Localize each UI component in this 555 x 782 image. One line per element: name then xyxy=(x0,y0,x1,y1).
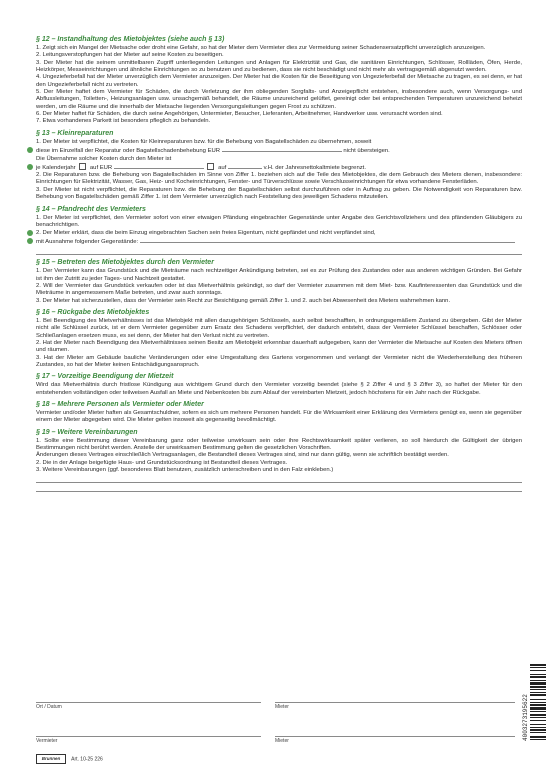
ort-datum-line[interactable] xyxy=(36,702,261,703)
section-18 xyxy=(36,400,522,425)
barcode-bar xyxy=(530,694,546,696)
barcode-bar xyxy=(530,667,546,668)
option-bullet-icon xyxy=(27,230,33,236)
section-15-p1: 1. Der Vermieter kann das Grundstück und die Mieträume nach rechtzeitiger Ankündigung betreten, sei es zur Prüfung des Zustandes oder aus anderen wichtigen Gründen. Bei Gefahr ist ihm der Zutritt zu jeder Tages- und Nachtzeit gestattet. xyxy=(36,268,522,282)
barcode-bar xyxy=(530,692,546,693)
amount-per-repair-field[interactable] xyxy=(222,146,342,152)
brand-logo: Brunnen xyxy=(36,754,66,764)
section-13-p2: 2. Die Reparaturen bzw. die Behebung von Bagatellschäden im Sinne von Ziffer 1. beziehen sich auf die Teile des Mietobjektes, die dem Gebrauch des Mieters dienen, insbesondere: Einrichtungen für Elektrizität, Wasser, Gas, Heiz- und Kocheinrichtungen, Fenster- und Türverschlüsse sowie Verschlusseinrichtungen für etwa vorhandene Fensterläden. xyxy=(36,172,522,186)
section-16-heading: § 16 – Rückgabe des Mietobjektes xyxy=(36,308,150,316)
section-15-p3: 3. Der Mieter hat sicherzustellen, dass der Vermieter sein Recht zur Besichtigung gemäß Ziffer 1. und 2. auch bei Abwesenheit des Mieters wahrnehmen kann. xyxy=(36,297,451,304)
barcode-bar xyxy=(530,727,546,728)
section-13-limit-row xyxy=(36,146,522,155)
section-15-p2: 2. Will der Vermieter das Grundstück verkaufen oder ist das Mietverhältnis gekündigt, so darf der Vermieter zusammen mit dem Miet- bzw. Kaufinteressenten das Grundstück und die Mieträume in angemessenem Maße betreten, und zwar auch sonntags. xyxy=(36,282,522,297)
section-15 xyxy=(36,258,522,305)
section-12-p1: 1. Zeigt sich ein Mangel der Mietsache oder droht eine Gefahr, so hat der Mieter dem Vermieter dies zur Vermeidung seiner Schadensersatzpflicht unverzüglich anzuzeigen. xyxy=(36,45,486,51)
agreements-line-1[interactable] xyxy=(36,474,522,483)
section-12-p5: 5. Der Mieter haftet dem Vermieter für Schäden, die durch Verletzung der ihm obliegenden Sorgfalts- und Anzeigepflicht entstehen, insbesondere auch, wenn Versorgungs- und Abflussleitungen, Toiletten-, Heizungsanlagen usw. unsachgemäß behandelt, die Räume unzureichend gelüftet, gereinigt oder bei entsprechenden Temperaturen unzureichend beheizt werden, um die Räume und die innerhalb der Mietsache liegenden Versorgungsleitungen gegen Frost zu schützen. xyxy=(36,89,522,110)
section-13-limit-text-start: diese im Einzelfall der Reparatur oder Bagatellschadenbehebung EUR xyxy=(36,148,221,155)
barcode-bar xyxy=(530,724,546,725)
section-13-cap-intro xyxy=(36,155,522,163)
section-19-heading: § 19 – Weitere Vereinbarungen xyxy=(36,428,138,436)
section-16 xyxy=(36,308,522,369)
section-19-p1: 1. Sollte eine Bestimmung dieser Vereinbarung ganz oder teilweise unwirksam sein oder ihre Rechtswirksamkeit später verlieren, so soll hierdurch die Gültigkeit der übrigen Bestimmungen nicht berührt werden. Anstelle der unwirksamen Bestimmung gelten die gesetzlichen Vorschriften. xyxy=(36,437,522,452)
option-bullet-icon xyxy=(27,238,33,244)
option-bullet-icon xyxy=(27,164,33,170)
article-number: Art. 10-25 226 xyxy=(71,756,103,763)
section-13-limit-text-end: nicht übersteigen. xyxy=(343,148,390,155)
barcode-bar xyxy=(530,739,546,740)
barcode-bar xyxy=(530,664,546,666)
mieter-label-1: Mieter xyxy=(275,704,289,710)
barcode-icon xyxy=(530,664,546,772)
section-19-p2: 2. Die in der Anlage beigefügte Haus- und Grundstücksordnung ist Bestandteil dieses Vertrages. xyxy=(36,459,288,466)
barcode-bar xyxy=(530,714,546,716)
section-17-heading: § 17 – Vorzeitige Beendigung der Mietzeit xyxy=(36,373,174,381)
cap-eur-amount-field[interactable] xyxy=(114,163,204,169)
section-18-heading: § 18 – Mehrere Personen als Vermieter oder Mieter xyxy=(36,401,204,408)
agreements-line-2[interactable] xyxy=(36,483,522,492)
section-12-p7: 7. Etwa vorhandenes Parkett ist besonders pfleglich zu behandeln. xyxy=(36,118,211,125)
section-19-p3: 3. Weitere Vereinbarungen (ggf. besonderes Blatt benutzen, zusätzlich unterschreiben und in den Falz einkleben.) xyxy=(36,467,334,474)
section-14 xyxy=(36,205,522,256)
barcode-bar xyxy=(530,707,546,710)
section-18-p1: Vermieter und/oder Mieter haften als Gesamtschuldner, sofern es sich um mehrere Personen handelt. Für die Wirksamkeit einer Erklärung des Vermieters genügt es, wenn sie gegenüber einem der Mieter abgegeben wird. Die Mieter gelten insoweit als gegenseitig bevollmächtigt. xyxy=(36,410,522,424)
section-14-p1: 1. Der Mieter ist verpflichtet, den Vermieter sofort von einer etwaigen Pfändung eingebrachter Gegenstände unter Angabe des Gerichtsvollziehers und des pfändenden Gläubigers zu benachrichtigen. xyxy=(36,214,522,228)
section-13-p1: 1. Der Mieter ist verpflichtet, die Kosten für Kleinreparaturen bzw. für die Behebung von Bagatellschäden zu übernehmen, soweit xyxy=(36,138,372,145)
section-13 xyxy=(36,129,522,202)
ort-datum-label: Ort / Datum xyxy=(36,704,62,710)
section-15-heading: § 15 – Betreten des Mietobjektes durch den Vermieter xyxy=(36,259,214,267)
barcode-bar xyxy=(530,686,546,688)
barcode-bar xyxy=(530,674,546,675)
barcode-bar xyxy=(530,704,546,706)
section-14-p2b: mit Ausnahme folgender Gegenstände: xyxy=(36,239,139,246)
barcode-bar xyxy=(530,676,546,678)
contract-body xyxy=(36,34,522,495)
vermieter-signature-line[interactable] xyxy=(36,736,261,737)
section-12-p2: 2. Leitungsverstopfungen hat der Mieter auf seine Kosten zu beseitigen. xyxy=(36,52,224,59)
mieter-label-2: Mieter xyxy=(275,738,289,744)
barcode-bar xyxy=(530,682,546,685)
section-17 xyxy=(36,372,522,397)
section-14-heading: § 14 – Pfandrecht des Vermieters xyxy=(36,205,146,213)
barcode-bar xyxy=(530,699,546,700)
mieter-signature-line-2[interactable] xyxy=(275,736,515,737)
section-13-cap-text-end: v.H. der Jahresnettokaltmiete begrenzt. xyxy=(263,165,366,172)
section-13-cap-text-start: je Kalenderjahr xyxy=(36,165,76,172)
section-13-cap-text: Die Übernahme solcher Kosten durch den Mieter ist xyxy=(36,156,172,163)
cap-eur-checkbox[interactable] xyxy=(79,163,86,170)
section-14-p2: 2. Der Mieter erklärt, dass die beim Einzug eingebrachten Sachen sein freies Eigentum, nicht gepfändet und nicht verpfändet sind, xyxy=(36,230,376,237)
section-13-cap-row xyxy=(36,163,522,172)
section-16-p1: 1. Bei Beendigung des Mietverhältnisses ist das Mietobjekt mit allen dazugehörigen Schlüsseln, auch selbst beschafften, in ordnungsgemäßem Zustand zu übergeben. Gibt der Mieter nicht alle Schlüssel zurück, ist er dem Vermieter gegenüber zum Ersatz des Schadens verpflichtet, der dadurch entsteht, dass der Vermieter Schlüssel beschaffen, Schlösser oder Schließanlagen ersetzen muss, es sei denn, der Mieter hat den Verlust nicht zu vertreten. xyxy=(36,317,522,339)
section-12-p6: 6. Der Mieter haftet für Schäden, die durch seine Angehörigen, Untermieter, Besucher, Lieferanten, Arbeitnehmer, Handwerker usw. verursacht worden sind. xyxy=(36,111,443,118)
footer xyxy=(36,754,103,764)
barcode-bar xyxy=(530,732,546,733)
exceptions-field[interactable] xyxy=(140,237,515,243)
cap-percent-checkbox[interactable] xyxy=(207,163,214,170)
barcode-bar xyxy=(530,720,546,721)
section-13-p3: 3. Der Mieter ist nicht verpflichtet, die Reparaturen bzw. die Behebung der Bagatellschäden selbst durchzuführen oder in Auftrag zu geben. Die Notwendigkeit von Reparaturen bzw. Behebung von Bagatellschäden gemäß Ziffer 1. ist dem Vermieter unverzüglich nach Feststellung des jeweiligen Schadens mitzuteilen. xyxy=(36,186,522,201)
cap-percent-field[interactable] xyxy=(228,163,262,169)
section-12 xyxy=(36,35,522,126)
barcode-bar xyxy=(530,711,546,712)
section-14-p2-row xyxy=(36,229,522,237)
barcode-bar xyxy=(530,670,546,671)
exceptions-extra-line[interactable] xyxy=(36,246,522,255)
section-14-exceptions-row xyxy=(36,237,522,246)
section-13-heading: § 13 – Kleinreparaturen xyxy=(36,129,114,137)
mieter-signature-line-1[interactable] xyxy=(275,702,515,703)
section-12-heading: § 12 – Instandhaltung des Mietobjektes (siehe auch § 13) xyxy=(36,36,225,43)
section-16-p2: 2. Hat der Mieter nach Beendigung des Mietverhältnisses seinen Besitz am Mietobjekt erkennbar dauerhaft aufgegeben, kann der Vermieter die Mietsache auf Kosten des Mieters öffnen und räumen. xyxy=(36,339,522,354)
section-13-cap-auf: auf xyxy=(218,165,227,172)
barcode-bar xyxy=(530,680,546,681)
section-13-cap-auf-eur: auf EUR xyxy=(89,165,113,172)
section-17-p1: Wird das Mietverhältnis durch fristlose Kündigung aus wichtigem Grund durch den Vermieter vorzeitig beendet (siehe § 2 Ziffer 4 und § 3 Ziffer 3), so haftet der Mieter für den entstehenden vollständigen oder teilweisen Ausfall an Miete und Nebenkosten bis zum Ablauf der vereinbarten Mietzeit, jedoch höchstens für ein Jahr nach der Rückgabe. xyxy=(36,382,522,396)
section-19-p1b: Änderungen dieses Vertrages einschließlich Vertragsanlagen, die Bestandteil dieses Vertrages sind, sind nur dann gültig, wenn sie schriftlich bestätigt werden. xyxy=(36,452,449,459)
barcode-bar xyxy=(530,702,546,703)
barcode-bar xyxy=(530,736,546,738)
barcode-bar xyxy=(530,729,546,731)
option-bullet-icon xyxy=(27,147,33,153)
section-12-p4: 4. Ungezieferbefall hat der Mieter unverzüglich dem Vermieter anzuzeigen. Der Mieter hat die Kosten für die Beseitigung von Ungezieferbefall der Mietsache zu tragen, es sei denn, er hat den Ungezieferbefall nicht zu vertreten. xyxy=(36,74,522,88)
section-12-p3: 3. Der Mieter hat die seinem unmittelbaren Zugriff unterliegenden Leitungen und Anlagen für Elektrizität und Gas, die sanitären Einrichtungen, Schlösser, Rollläden, Öfen, Herde, Heizkörper, Messeinrichtungen und ähnliche Einrichtungen so zu benutzen und zu bedienen, dass sie nicht beschädigt und nicht mehr als vertragsgemäß abgenutzt werden. xyxy=(36,59,522,74)
vermieter-label: Vermieter xyxy=(36,738,58,744)
barcode-number: 4003273195622 xyxy=(522,694,529,742)
barcode-bar xyxy=(530,717,546,718)
barcode-bar xyxy=(530,689,546,690)
section-16-p3: 3. Hat der Mieter am Gebäude bauliche Veränderungen oder eine Umgestaltung des Gartens vorgenommen und verlangt der Vermieter nicht die Wiederherstellung des früheren Zustandes, so hat der Mieter keinen Entschädigungsanspruch. xyxy=(36,354,522,368)
section-19 xyxy=(36,428,522,493)
